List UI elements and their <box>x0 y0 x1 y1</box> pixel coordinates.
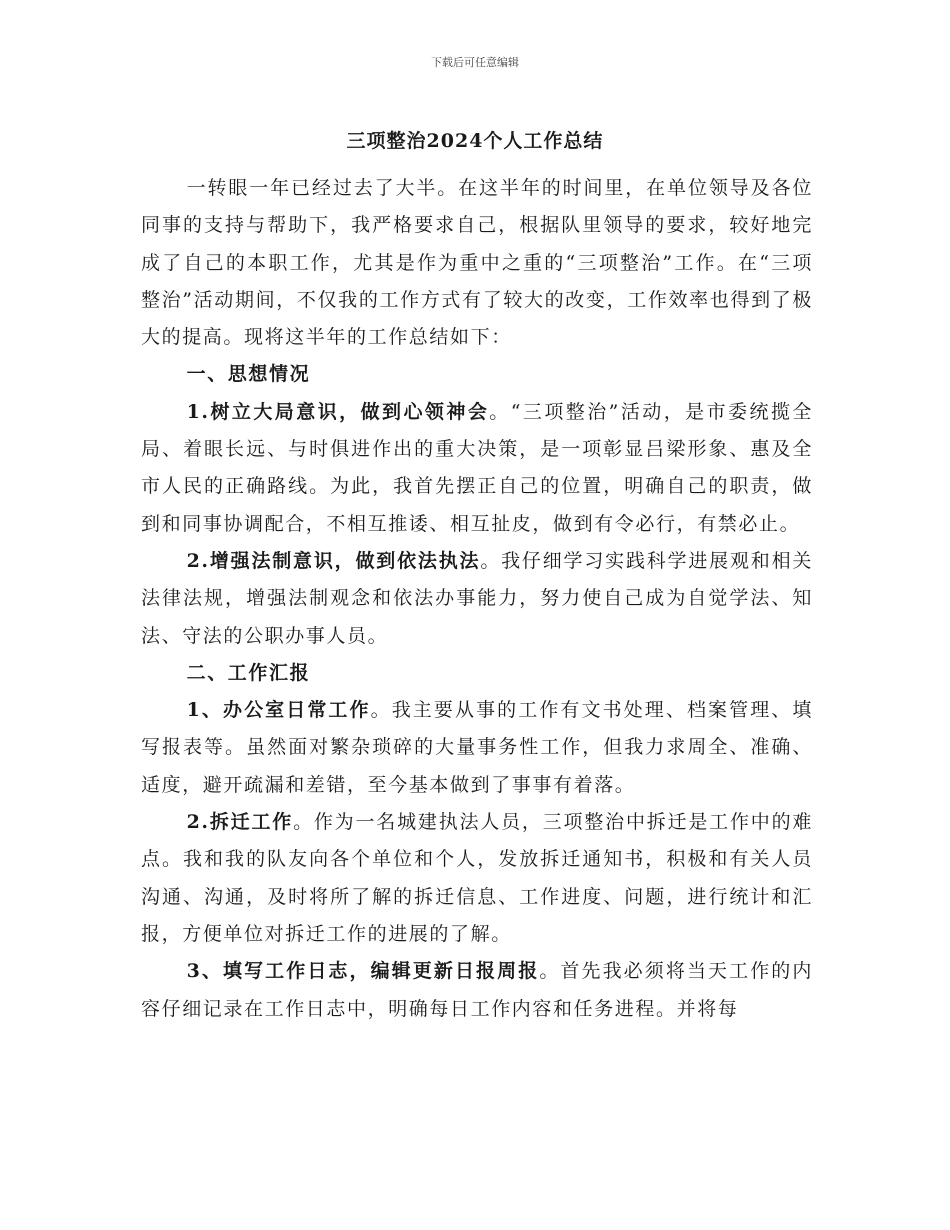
paragraph-item <box>141 543 813 655</box>
document-title: 三项整治2024个人工作总结 <box>346 130 604 152</box>
paragraph-text: 。我主要从事的工作有文书处理、档案管理、填写报表等。虽然面对繁杂琐碎的大量事务性工作，但我力求周全、准确、适度，避开疏漏和差错，至今基本做到了事事有着落。 <box>141 699 813 796</box>
paragraph-lead: 1、办公室日常工作 <box>186 699 371 722</box>
section-heading-work-report: 二、工作汇报 <box>186 661 311 684</box>
header-note: 下载后可任意编辑 <box>431 56 519 69</box>
paragraph-text: 。作为一名城建执法人员，三项整治中拆迁是工作中的难点。我和我的队友向各个单位和个人，发放拆迁通知书，积极和有关人员沟通、沟通，及时将所了解的拆迁信息、工作进度、问题，进行统计和汇报，方便单位对拆迁工作的进展的了解。 <box>141 811 813 945</box>
paragraph-lead: 3、填写工作日志，编辑更新日报周报 <box>186 960 540 983</box>
section-heading-thoughts: 一、思想情况 <box>186 363 311 386</box>
paragraph-text: 。我仔细学习实践科学进展观和相关法律法规，增强法制观念和依法办事能力，努力使自己成为自觉学法、知法、守法的公职办事人员。 <box>141 549 813 647</box>
document-body <box>141 170 813 1028</box>
paragraph-text: 。“三项整治”活动，是市委统揽全局、着眼长远、与时俱进作出的重大决策，是一项彰显吕梁形象、惠及全市人民的正确路线。为此，我首先摆正自己的位置，明确自己的职责，做到和同事协调配合，不相互推诿、相互扯皮，做到有令必行，有禁必止。 <box>141 400 813 535</box>
paragraph-text: 。首先我必须将当天工作的内容仔细记录在工作日志中，明确每日工作内容和任务进程。并将每 <box>141 960 813 1020</box>
paragraph-lead: 2.拆迁工作 <box>186 811 294 834</box>
paragraph-item <box>141 804 813 953</box>
paragraph-lead: 1.树立大局意识，做到心领神会 <box>186 400 490 423</box>
paragraph-lead: 2.增强法制意识，做到依法执法 <box>186 549 481 572</box>
paragraph-item <box>141 692 813 804</box>
paragraph-item <box>141 953 813 1028</box>
intro-paragraph: 一转眼一年已经过去了大半。在这半年的时间里，在单位领导及各位同事的支持与帮助下，我严格要求自己，根据队里领导的要求，较好地完成了自己的本职工作，尤其是作为重中之重的“三项整治”工作。在“三项整治”活动期间，不仅我的工作方式有了较大的改变，工作效率也得到了极大的提高。现将这半年的工作总结如下： <box>141 177 813 349</box>
paragraph-item <box>141 394 813 543</box>
